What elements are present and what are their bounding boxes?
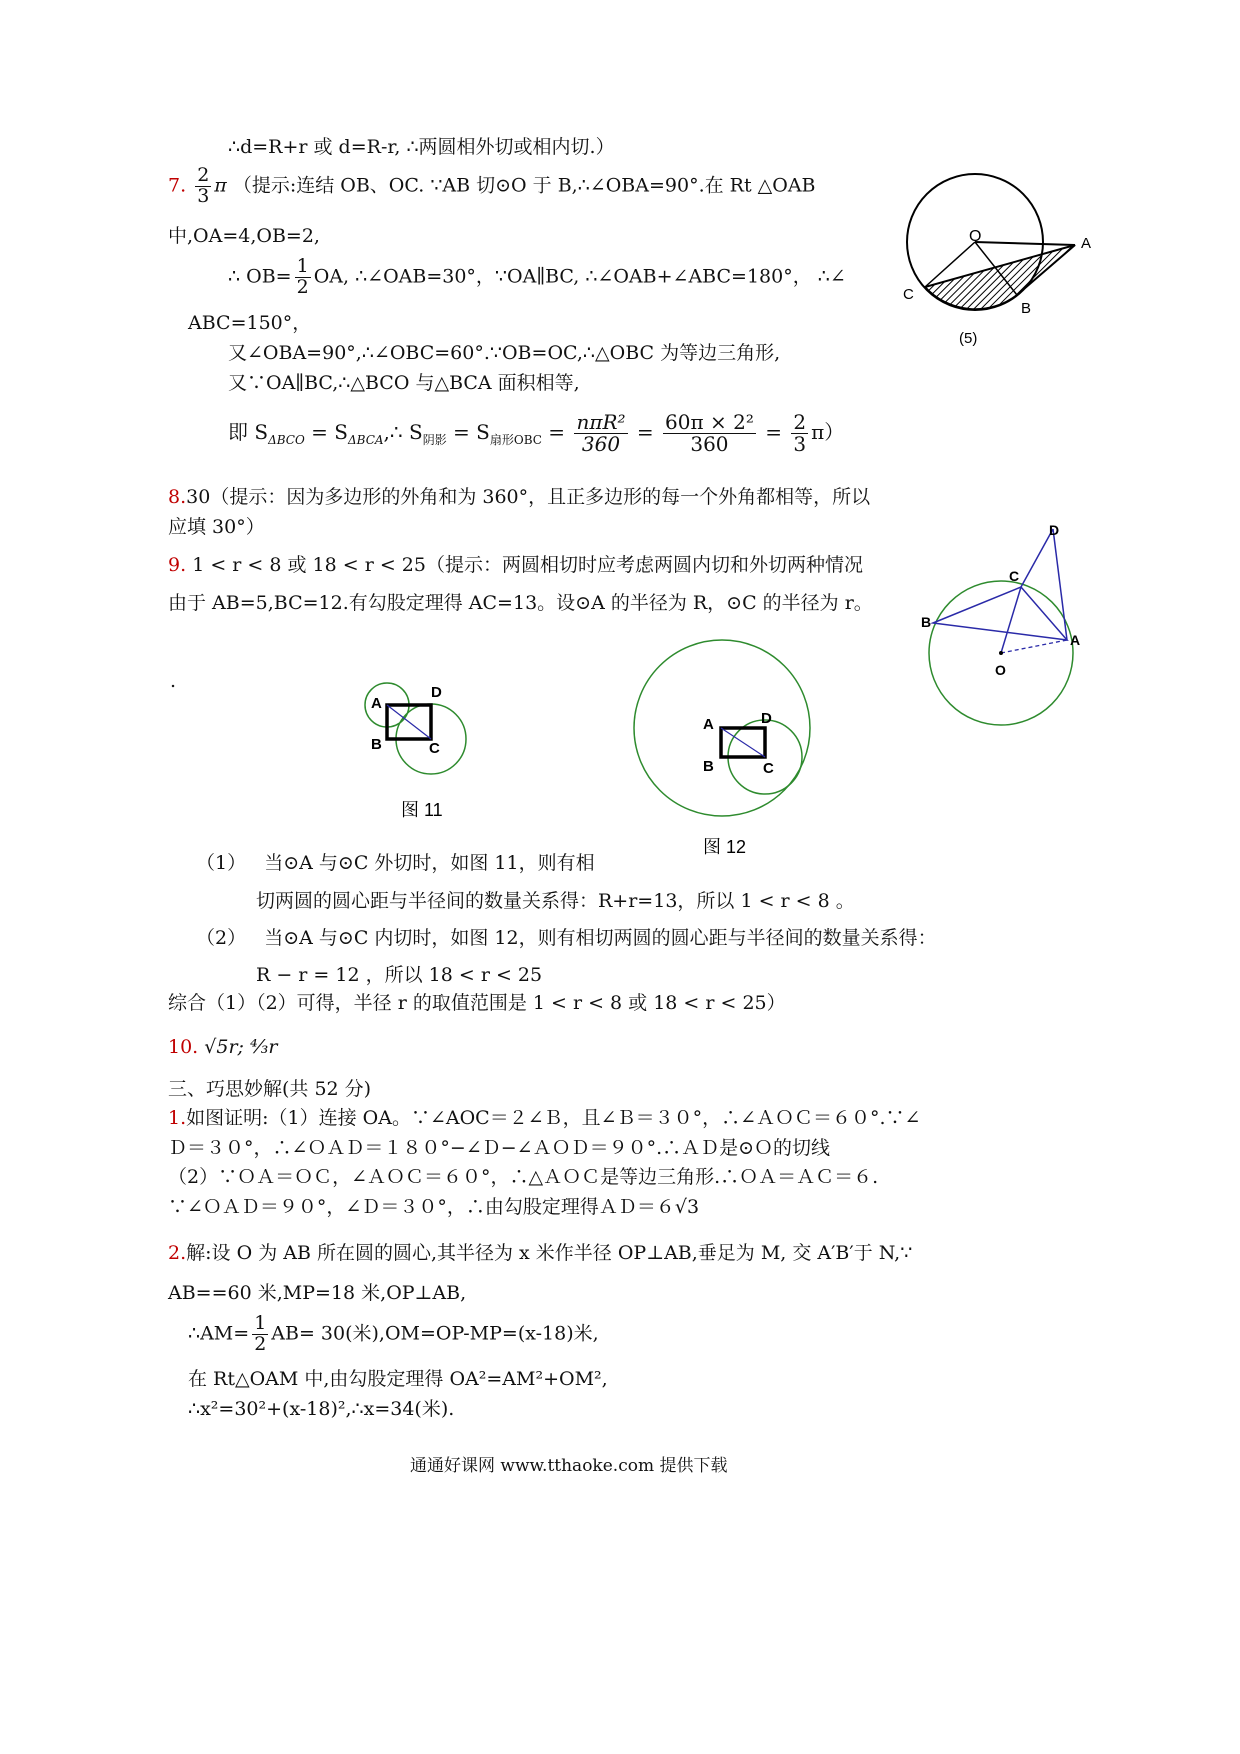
p1-line1: 1.如图证明:（1）连接 OA。∵∠AOC＝２∠Ｂ，且∠Ｂ＝３０°，∴∠ＡＯＣ＝６０°.∵∠ xyxy=(168,1107,921,1129)
fig5-label-a: A xyxy=(1081,235,1092,252)
q7-formula: 即 $S_{\Delta BCO}$ = $S_{\Delta BCA},\therefore$ $S_{阴影} = S_{扇形OBC}$ = $\frac{\text{nπR²}}{360}$ = $\frac{\text{60π × 2²}}{360}$ = $\frac{2}{3}$ π） xyxy=(228,410,845,456)
case1-line1: （1） 当⊙A 与⊙C 外切时，如图 11，则有相 xyxy=(196,852,595,874)
fig11-caption: 图 11 xyxy=(401,800,443,820)
q8-line1: 8.30（提示：因为多边形的外角和为 360°，且正多边形的每一个外角都相等，所以 xyxy=(168,486,871,508)
p2-half-fraction: $\frac{1}{2}$ xyxy=(254,1312,267,1355)
q9-line2: 由于 AB=5,BC=12.有勾股定理得 AC=13。设⊙A 的半径为 R，⊙C 的半径为 r。 xyxy=(168,592,873,614)
q7-line3: ∴ OB= $\frac{1}{2}$ OA, ∴∠OAB=30°，∵OA∥BC, ∴∠OAB+∠ABC=180°， ∴∠ xyxy=(228,255,846,298)
q7-answer-fraction: $\frac{2}{3}$ xyxy=(197,164,210,207)
fig12-label-d: D xyxy=(761,710,772,727)
fig12-label-b: B xyxy=(703,758,714,775)
fig11-label-d: D xyxy=(431,684,442,701)
p2-line3: ∴AM= $\frac{1}{2}$ AB= 30(米),OM=OP-MP=(x-18)米, xyxy=(188,1312,599,1355)
p2-line1: 2.解:设 O 为 AB 所在圆的圆心,其半径为 x 米作半径 OP⊥AB,垂足为 M, 交 A′B′于 N,∵ xyxy=(168,1242,913,1264)
half-fraction: $\frac{1}{2}$ xyxy=(296,255,309,298)
fig5-label-b: B xyxy=(1021,300,1032,317)
q7-line6: 又∵OA∥BC,∴△BCO 与△BCA 面积相等, xyxy=(228,372,580,394)
p2-number: 2. xyxy=(168,1242,187,1264)
case2-line1: （2） 当⊙A 与⊙C 内切时，如图 12，则有相切两圆的圆心距与半径间的数量关系得： xyxy=(196,927,937,949)
q7-hint: （提示:连结 OB、OC. ∵AB 切⊙O 于 B,∴∠OBA=90°.在 Rt △OAB xyxy=(232,174,816,197)
fig5-caption: (5) xyxy=(959,330,978,347)
fig5-shaded-region xyxy=(925,245,1075,309)
fig12-label-a: A xyxy=(703,716,714,733)
q7-number: 7. xyxy=(168,174,187,197)
formula-fraction-3: $\frac{2}{3}$ xyxy=(793,410,807,456)
fig-right-label-c: C xyxy=(1009,568,1020,584)
q7-line5: 又∠OBA=90°,∴∠OBC=60°.∵OB=OC,∴△OBC 为等边三角形, xyxy=(228,342,781,364)
case1-line2: 切两圆的圆心距与半径间的数量关系得：R+r=13，所以 1 < r < 8 。 xyxy=(256,890,855,912)
case2-line2: R − r = 12 ，所以 18 < r < 25 xyxy=(256,964,543,986)
q10-line: 10. √5r; ⁴⁄₃r xyxy=(168,1036,278,1058)
p1-line2: Ｄ＝３０°，∴∠ＯＡＤ＝１８０°−∠Ｄ−∠ＡＯＤ＝９０°.∴ＡＤ是⊙Ｏ的切线 xyxy=(168,1137,831,1159)
fig12-label-c: C xyxy=(763,760,774,777)
figure-12 xyxy=(625,635,825,860)
formula-fraction-1: $\frac{\text{nπR²}}{360}$ xyxy=(576,410,626,456)
fig-right-label-o: O xyxy=(995,662,1006,678)
q9-number: 9. xyxy=(168,554,187,576)
fig-right-label-b: B xyxy=(921,614,932,630)
q7-line2: 中,OA=4,OB=2, xyxy=(168,225,320,247)
fig11-label-b: B xyxy=(371,736,382,753)
fig-right-label-d: D xyxy=(1049,522,1060,538)
section-3-heading: 三、巧思妙解(共 52 分) xyxy=(168,1078,372,1100)
q9-line1: 9. 1 < r < 8 或 18 < r < 25（提示：两圆相切时应考虑两圆内切和外切两种情况 xyxy=(168,554,863,576)
p2-line4: 在 Rt△OAM 中,由勾股定理得 OA²=AM²+OM², xyxy=(188,1368,608,1390)
figure-5 xyxy=(895,175,1105,355)
cases-summary: 综合（1）（2）可得，半径 r 的取值范围是 1 < r < 8 或 18 < r < 25） xyxy=(168,992,786,1014)
q10-number: 10. xyxy=(168,1036,199,1058)
footer: 通通好课网 www.tthaoke.com 提供下载 xyxy=(410,1456,728,1476)
p1-line3: （2）∵ＯＡ＝ＯＣ，∠ＡＯＣ＝６０°，∴△ＡＯＣ是等边三角形.∴ＯＡ＝ＡＣ＝６. xyxy=(168,1166,879,1188)
fig5-label-o: O xyxy=(969,228,982,245)
q8-number: 8. xyxy=(168,486,187,508)
p2-line5: ∴x²=30²+(x-18)²,∴x=34(米). xyxy=(188,1398,455,1420)
fig11-label-a: A xyxy=(371,695,382,712)
fig11-label-c: C xyxy=(429,740,440,757)
q8-line2: 应填 30°） xyxy=(168,516,265,538)
figure-11 xyxy=(355,675,485,825)
p1-number: 1. xyxy=(168,1107,187,1129)
fig5-label-c: C xyxy=(903,286,914,303)
stray-dot: . xyxy=(170,670,177,692)
fig12-caption: 图 12 xyxy=(703,837,747,857)
continuation-line: ∴d=R+r 或 d=R-r, ∴两圆相外切或相内切.） xyxy=(228,136,615,158)
q7-line1: 7. $\frac{2}{3}$ π （提示:连结 OB、OC. ∵AB 切⊙O 于 B,∴∠OBA=90°.在 Rt △OAB xyxy=(168,164,816,207)
formula-fraction-2: $\frac{\text{60π × 2²}}{360}$ xyxy=(665,410,754,456)
p2-line2: AB==60 米,MP=18 米,OP⊥AB, xyxy=(168,1282,467,1304)
p1-line4: ∵∠ＯＡＤ＝９０°，∠Ｄ＝３０°，∴由勾股定理得ＡＤ＝６√3 xyxy=(168,1196,700,1218)
q7-line4: ABC=150°， xyxy=(188,312,312,334)
figure-right-circle xyxy=(915,515,1081,730)
fig-right-label-a: A xyxy=(1070,632,1081,648)
